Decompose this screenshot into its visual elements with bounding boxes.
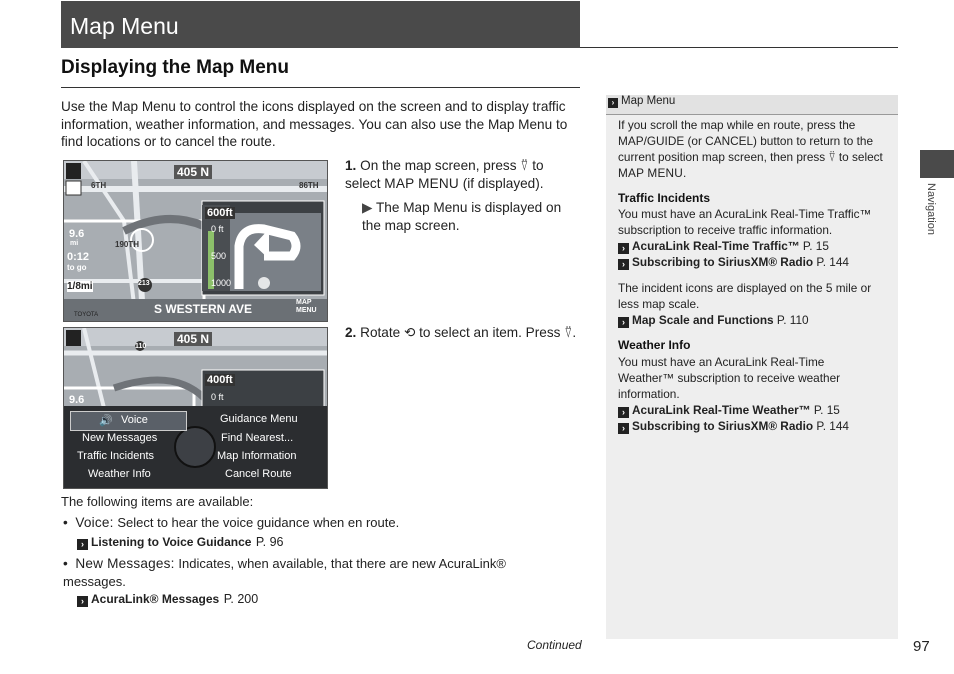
route-marker: 110 xyxy=(135,343,147,350)
section-rule xyxy=(61,87,580,88)
menu-item-traffic-incidents[interactable]: Traffic Incidents xyxy=(77,450,155,462)
reference-title: AcuraLink Real-Time Traffic™ xyxy=(632,239,800,253)
reference-arrow-icon: › xyxy=(77,539,88,550)
step-text: to select xyxy=(345,158,544,191)
map-menu-icon xyxy=(296,299,317,315)
unit-label: mi xyxy=(70,240,79,247)
interface-dial-icon: ⍢ xyxy=(828,150,836,164)
menu-item-cancel-route[interactable]: Cancel Route xyxy=(225,468,292,480)
cross-reference[interactable] xyxy=(618,418,849,434)
side-text: to select xyxy=(838,150,883,164)
menu-item-find-nearest[interactable]: Find Nearest... xyxy=(221,432,294,444)
reference-arrow-icon: › xyxy=(618,317,629,328)
rotate-dial-icon: ⟲ xyxy=(403,325,416,340)
item-desc: Indicates, when available, that there are new AcuraLink® messages. xyxy=(63,556,506,589)
reference-page: P. 15 xyxy=(813,403,840,417)
cross-reference[interactable] xyxy=(618,238,829,254)
page-title: Map Menu xyxy=(70,13,179,39)
reference-page: P. 110 xyxy=(776,313,809,327)
reference-page: P. 144 xyxy=(816,255,849,269)
reference-page: P. 144 xyxy=(816,419,849,433)
note-marker-icon: › xyxy=(608,98,618,108)
step-2: 2. Rotate ⟲ to select an item. Press ⍢. xyxy=(345,325,577,340)
bullet-icon: • xyxy=(63,556,68,571)
side-text: You must have an AcuraLink Real-Time Weather™ subscription to receive weather information. xyxy=(618,355,841,401)
road-sign: 405 N xyxy=(174,332,212,346)
reference-arrow-icon: › xyxy=(618,259,629,270)
reference-page: P. 96 xyxy=(255,535,284,549)
step-text: Rotate xyxy=(360,325,401,340)
interface-dial-icon: ⍢ xyxy=(564,325,573,340)
menu-item-guidance-menu[interactable]: Guidance Menu xyxy=(220,413,298,425)
reference-page: P. 15 xyxy=(802,239,829,253)
cross-reference[interactable] xyxy=(618,312,809,328)
reference-arrow-icon: › xyxy=(618,243,629,254)
speaker-icon: 🔊 xyxy=(99,415,113,427)
menu-item-label: Voice xyxy=(121,414,148,426)
menu-item-voice[interactable] xyxy=(70,411,187,431)
side-keyword: MAP MENU xyxy=(618,166,683,180)
chapter-tab-text: Navigation xyxy=(925,183,937,235)
step-text: On the map screen, press xyxy=(360,158,517,173)
map-menu-label: MAP xyxy=(296,299,312,306)
step-text: to select an item. Press xyxy=(419,325,561,340)
chapter-tab-label xyxy=(920,183,940,243)
header-rule xyxy=(580,47,898,48)
list-item xyxy=(63,515,399,530)
distance-to-turn: 400ft xyxy=(207,374,233,386)
map-menu-screen-image xyxy=(63,327,328,489)
side-paragraph xyxy=(618,117,890,181)
cross-reference[interactable] xyxy=(618,402,840,418)
map-scale-label: 9.6 xyxy=(69,228,85,240)
list-item xyxy=(63,555,563,591)
route-marker: 213 xyxy=(138,280,150,287)
interface-dial-icon: ⍢ xyxy=(520,158,529,173)
step-number: 2. xyxy=(345,325,357,340)
map-label: 190TH xyxy=(115,240,140,249)
cross-reference[interactable] xyxy=(618,254,849,270)
reference-title: AcuraLink Real-Time Weather™ xyxy=(632,403,811,417)
reference-title: AcuraLink® Messages xyxy=(91,592,220,606)
map-menu-label: MENU xyxy=(296,307,317,314)
map-label: 6TH xyxy=(91,181,107,190)
to-go-label: to go xyxy=(67,263,87,272)
reference-arrow-icon: › xyxy=(618,407,629,418)
intro-paragraph: Use the Map Menu to control the icons displayed on the screen and to display traffic information, weather information, and messages. You can also use the Map Menu to find locations or to cancel the route. xyxy=(61,99,568,149)
street-name: S WESTERN AVE xyxy=(154,302,253,316)
bar-label: 1000 xyxy=(211,278,232,288)
step-1 xyxy=(345,157,580,192)
menu-item-new-messages[interactable]: New Messages xyxy=(82,432,158,444)
reference-arrow-icon: › xyxy=(618,423,629,434)
reference-page: P. 200 xyxy=(223,592,259,606)
bar-label: 0 ft xyxy=(211,224,224,234)
step-1-result xyxy=(362,199,580,234)
time-to-go: 0:12 xyxy=(67,251,90,263)
side-note-title-text: Map Menu xyxy=(621,95,676,107)
reference-title: Map Scale and Functions xyxy=(632,313,774,327)
map-scale: 1/8mi xyxy=(67,281,93,292)
side-text: . xyxy=(682,166,687,180)
section-heading: Displaying the Map Menu xyxy=(61,57,290,78)
road-sign: 405 N xyxy=(174,165,212,179)
bar-label: 0 ft xyxy=(211,392,224,402)
distance-to-turn: 600ft xyxy=(207,207,233,219)
side-subheading: Traffic Incidents xyxy=(618,191,711,205)
item-term: Voice: xyxy=(75,515,114,530)
result-text: The Map Menu is displayed on the map screen. xyxy=(362,200,562,233)
map-scale-label: 9.6 xyxy=(69,394,85,406)
item-term: New Messages: xyxy=(75,556,175,571)
side-subheading: Weather Info xyxy=(618,338,691,352)
step-number: 1. xyxy=(345,158,357,173)
reference-arrow-icon: › xyxy=(77,596,88,607)
menu-item-map-information[interactable]: Map Information xyxy=(217,450,297,462)
bar-label: 500 xyxy=(211,251,227,261)
map-screen-image xyxy=(63,160,328,322)
list-intro: The following items are available: xyxy=(61,494,254,509)
side-text: You must have an AcuraLink Real-Time Traffic™ subscription to receive traffic information. xyxy=(618,207,872,237)
continued-label: Continued xyxy=(527,638,582,652)
side-note-title xyxy=(608,95,675,108)
result-arrow-icon: ▶ xyxy=(362,200,373,215)
reference-title: Listening to Voice Guidance xyxy=(91,535,252,549)
brand-label: TOYOTA xyxy=(74,312,99,318)
reference-title: Subscribing to SiriusXM® Radio xyxy=(632,419,814,433)
side-text: The incident icons are displayed on the 5 mile or less map scale. xyxy=(618,281,872,311)
page-number: 97 xyxy=(913,638,930,655)
item-desc: Select to hear the voice guidance when en route. xyxy=(117,515,400,530)
map-menu-graphic xyxy=(64,328,327,488)
map-label: 86TH xyxy=(299,181,319,190)
chapter-tab xyxy=(920,150,954,178)
menu-item-weather-info[interactable]: Weather Info xyxy=(88,468,151,480)
bullet-icon: • xyxy=(63,515,68,530)
side-text: If you scroll the map while en route, press the MAP/GUIDE (or CANCEL) button to return to the current position map screen, then press xyxy=(618,118,874,164)
step-keyword: MAP MENU xyxy=(384,175,459,191)
reference-title: Subscribing to SiriusXM® Radio xyxy=(632,255,814,269)
step-text: (if displayed). xyxy=(462,175,544,191)
cross-reference[interactable] xyxy=(77,590,258,608)
cross-reference[interactable] xyxy=(77,533,284,551)
